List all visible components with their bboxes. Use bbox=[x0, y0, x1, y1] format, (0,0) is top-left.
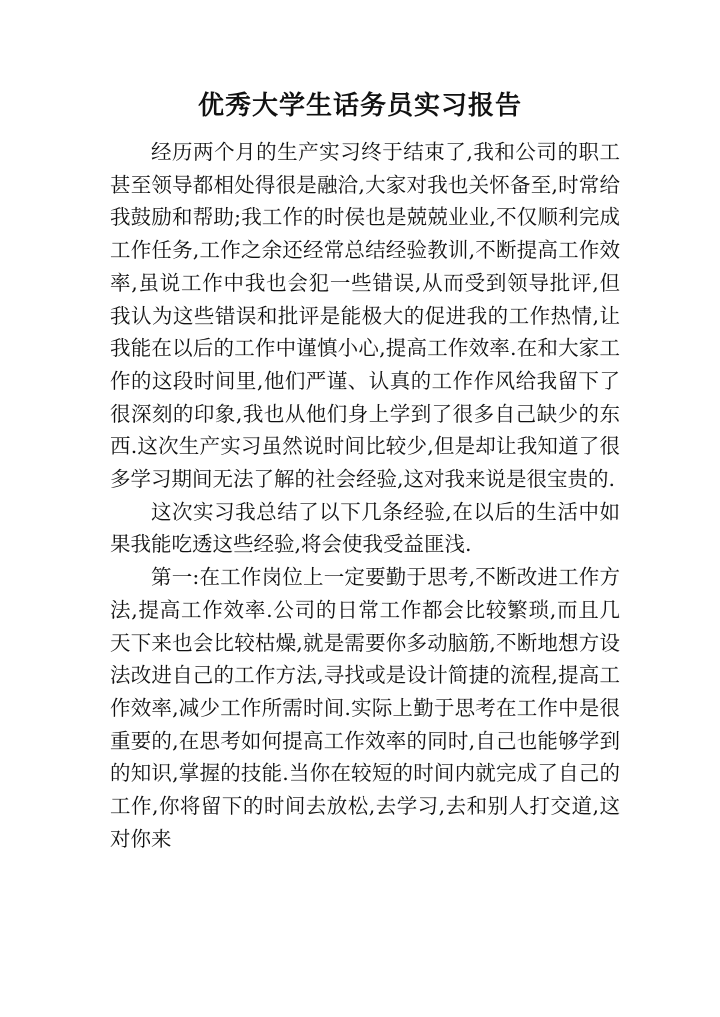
paragraph-3: 第一:在工作岗位上一定要勤于思考,不断改进工作方法,提高工作效率.公司的日常工作都会比较繁琐,而且几天下来也会比较枯燥,就是需要你多动脑筋,不断地想方设法改进自己的工作方法,寻找或是设计简捷的流程,提高工作效率,减少工作所需时间.实际上勤于思考在工作中是很重要的,在思考如何提高工作效率的同时,自己也能够学到的知识,掌握的技能.当你在较短的时间内就完成了自己的工作,你将留下的时间去放松,去学习,去和别人打交道,这对你来 bbox=[110, 565, 621, 851]
document-body bbox=[110, 136, 620, 855]
paragraph-1: 经历两个月的生产实习终于结束了,我和公司的职工甚至领导都相处得很是融洽,大家对我也关怀备至,时常给我鼓励和帮助;我工作的时侯也是兢兢业业,不仅顺利完成工作任务,工作之余还经常总结经验教训,不断提高工作效率,虽说工作中我也会犯一些错误,从而受到领导批评,但我认为这些错误和批评是能极大的促进我的工作热情,让我能在以后的工作中谨慎小心,提高工作效率.在和大家工作的这段时间里,他们严谨、认真的工作作风给我留下了很深刻的印象,我也从他们身上学到了很多自己缺少的东西.这次生产实习虽然说时间比较少,但是却让我知道了很多学习期间无法了解的社会经验,这对我来说是很宝贵的. bbox=[110, 140, 620, 492]
paragraph-2: 这次实习我总结了以下几条经验,在以后的生活中如果我能吃透这些经验,将会使我受益匪浅. bbox=[110, 499, 620, 557]
document-title: 优秀大学生话务员实习报告 bbox=[197, 91, 522, 121]
